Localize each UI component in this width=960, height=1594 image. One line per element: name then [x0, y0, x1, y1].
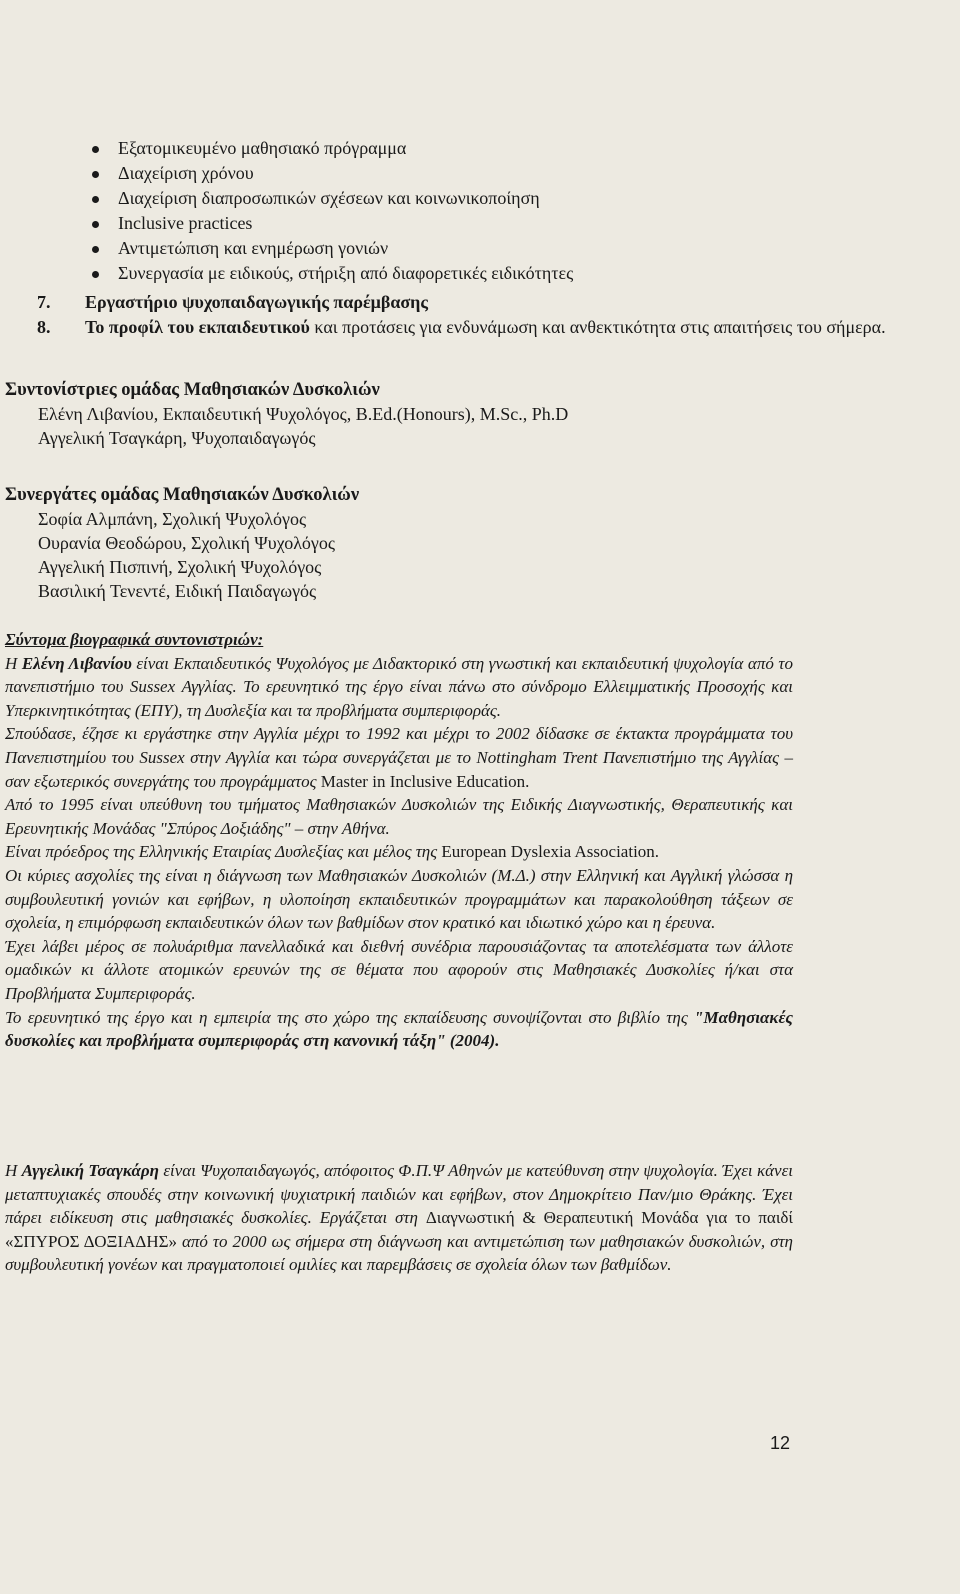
bio-heading: Σύντομα βιογραφικά συντονιστριών: — [5, 630, 264, 649]
item-text: και προτάσεις για ενδυνάμωση και ανθεκτικότητα στις απαιτήσεις του σήμερα. — [309, 317, 886, 337]
page-number: 12 — [770, 1433, 791, 1453]
member-line: Ουρανία Θεοδώρου, Σχολική Ψυχολόγος — [38, 533, 336, 553]
item-number: 7. — [37, 292, 51, 312]
collaborators-section — [5, 483, 359, 603]
member-line: Ελένη Λιβανίου, Εκπαιδευτική Ψυχολόγος, B.Ed.(Honours), M.Sc., Ph.D — [38, 404, 569, 424]
item-number: 8. — [37, 317, 51, 337]
biography-livaniou — [5, 628, 793, 1053]
list-item: Συνεργασία με ειδικούς, στήριξη από διαφορετικές ειδικότητες — [90, 261, 573, 286]
section-title: Συνεργάτες ομάδας Μαθησιακών Δυσκολιών — [5, 485, 360, 505]
bio-paragraph: Είναι πρόεδρος της Ελληνικής Εταιρίας Δυσλεξίας και μέλος της European Dyslexia Association. — [5, 842, 660, 862]
bio-paragraph: Το ερευνητικό της έργο και η εμπειρία της στο χώρο της εκπαίδευσης συνοψίζονται στο βιβλίο της "Μαθησιακές δυσκολίες και προβλήματα συμπεριφοράς στη κανονική τάξη" (2004). — [5, 1007, 793, 1051]
item-text: Εργαστήριο ψυχοπαιδαγωγικής παρέμβασης — [85, 292, 428, 312]
list-item: Inclusive practices — [90, 211, 573, 236]
member-line: Σοφία Αλμπάνη, Σχολική Ψυχολόγος — [38, 509, 307, 529]
bullet-icon — [92, 271, 99, 278]
member-line: Αγγελική Πισπινή, Σχολική Ψυχολόγος — [38, 557, 322, 577]
topic-bullet-list — [90, 136, 573, 286]
bullet-icon — [92, 221, 99, 228]
bio-paragraph: Η Ελένη Λιβανίου είναι Εκπαιδευτικός Ψυχολόγος με Διδακτορικό στη γνωστική και εκπαιδευτική ψυχολογία από το πανεπιστήμιο του Sussex Αγγλίας. Το ερευνητικό της έργο είναι πάνω στο σύνδρομο Ελλειμματικής Προσοχής και Υπερκινητικότητας (ΕΠΥ), τη Δυσλεξία και τα προβλήματα συμπεριφοράς. — [5, 653, 793, 720]
numbered-item-7 — [37, 290, 917, 315]
section-title: Συντονίστριες ομάδας Μαθησιακών Δυσκολιών — [5, 380, 380, 400]
person-name: Ελένη Λιβανίου — [21, 653, 132, 673]
book-title: "Μαθησιακές δυσκολίες και προβλήματα συμπεριφοράς στη κανονική τάξη" (2004). — [5, 1007, 793, 1051]
bio-paragraph: Έχει λάβει μέρος σε πολυάριθμα πανελλαδικά και διεθνή συνέδρια παρουσιάζοντας τα αποτελέσματα των άλλοτε ομαδικών κι άλλοτε ατομικών ερευνών της σε θέματα που αφορούν στις Μαθησιακές Δυσκολίες ή/και στα Προβλήματα Συμπεριφοράς. — [5, 936, 793, 1003]
bio-paragraph: Σπούδασε, έζησε κι εργάστηκε στην Αγγλία μέχρι το 1992 και μέχρι το 2002 δίδασκε σε έκτακτα προγράμματα του Πανεπιστημίου του Sussex στην Αγγλία και τώρα συνεργάζεται με το Nottingham Trent Πανεπιστήμιο της Αγγλίας – σαν εξωτερικός συνεργάτης του προγράμματος Master in Inclusive Education. — [5, 724, 793, 791]
list-item: Εξατομικευμένο μαθησιακό πρόγραμμα — [90, 136, 573, 161]
bio-paragraph: Οι κύριες ασχολίες της είναι η διάγνωση των Μαθησιακών Δυσκολιών (Μ.Δ.) στην Ελληνική και Αγγλική γλώσσα η συμβουλευτική γονιών και εφήβων, η υλοποίηση εκπαιδευτικών προγραμμάτων και παρακολούθηση τάξεων σε σχολεία, η επιμόρφωση εκπαιδευτικών όλων των βαθμίδων στον κρατικό και ιδιωτικό χώρο και η έρευνα. — [5, 865, 793, 933]
list-item: Διαχείριση χρόνου — [90, 161, 573, 186]
bullet-icon — [92, 171, 99, 178]
numbered-item-8 — [37, 315, 917, 340]
bullet-icon — [92, 196, 99, 203]
coordinators-section — [5, 378, 568, 450]
person-name: Αγγελική Τσαγκάρη — [21, 1161, 160, 1180]
list-item: Αντιμετώπιση και ενημέρωση γονιών — [90, 236, 573, 261]
list-item: Διαχείριση διαπροσωπικών σχέσεων και κοινωνικοποίηση — [90, 186, 573, 211]
numbered-list — [37, 290, 917, 340]
member-line: Αγγελική Τσαγκάρη, Ψυχοπαιδαγωγός — [38, 428, 316, 448]
biography-tsagkari — [5, 1159, 793, 1277]
member-line: Βασιλική Τενεντέ, Ειδική Παιδαγωγός — [38, 581, 317, 601]
bullet-icon — [92, 146, 99, 153]
bio-paragraph: Η Αγγελική Τσαγκάρη είναι Ψυχοπαιδαγωγός, απόφοιτος Φ.Π.Ψ Αθηνών με κατεύθυνση στην ψυχολογία. Έχει κάνει μεταπτυχιακές σπουδές στην κοινωνική ψυχιατρική παιδιών και εφήβων, στον Δημοκρίτειο Παν/μιο Θράκης. Έχει πάρει ειδίκευση στις μαθησιακές δυσκολίες. Εργάζεται στη Διαγνωστική & Θεραπευτική Μονάδα για το παιδί «ΣΠΥΡΟΣ ΔΟΞΙΑΔΗΣ» από το 2000 ως σήμερα στη διάγνωση και αντιμετώπιση των μαθησιακών δυσκολιών, στη συμβουλευτική γονέων και πραγματοποιεί ομιλίες και παρεμβάσεις σε σχολεία όλων των βαθμίδων. — [5, 1161, 793, 1275]
bullet-icon — [92, 246, 99, 253]
item-text-bold: Το προφίλ του εκπαιδευτικού — [85, 317, 310, 337]
bio-paragraph: Από το 1995 είναι υπεύθυνη του τμήματος Μαθησιακών Δυσκολιών της Ειδικής Διαγνωστικής, Θεραπευτικής και Ερευνητικής Μονάδας "Σπύρος Δοξιάδης" – στην Αθήνα. — [5, 795, 793, 838]
